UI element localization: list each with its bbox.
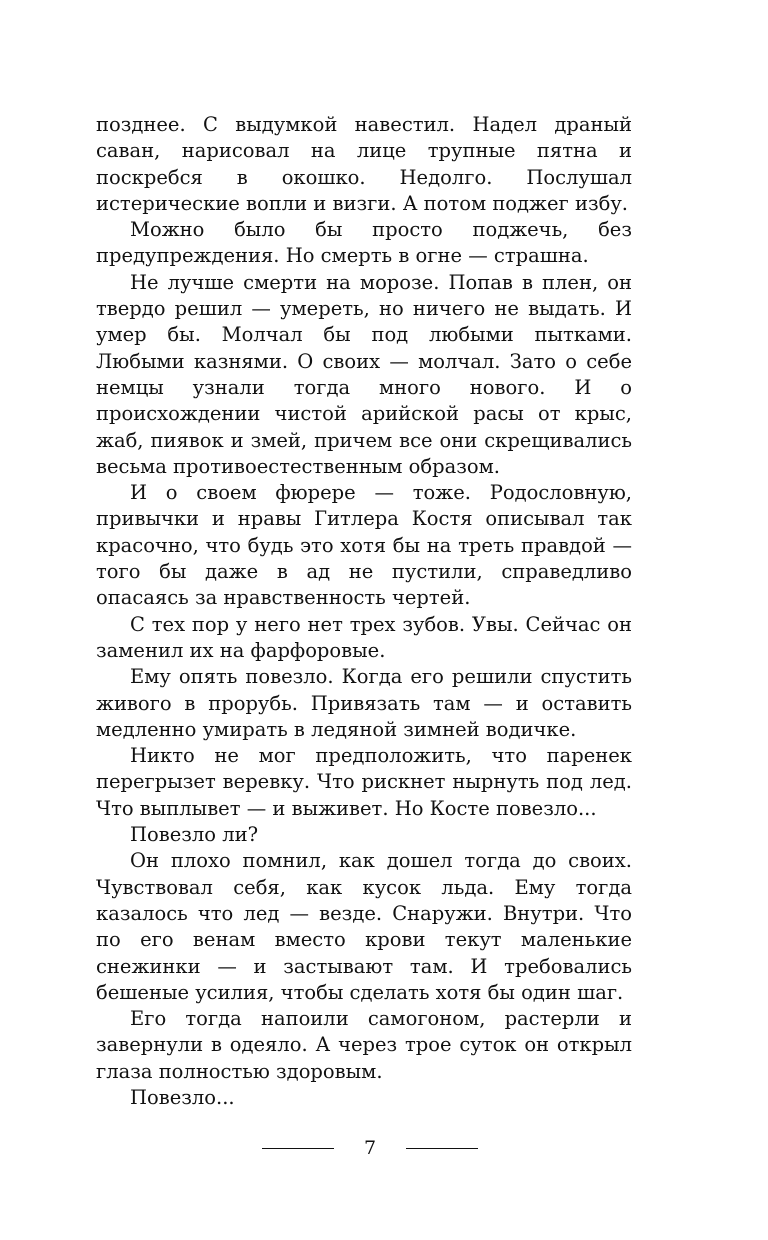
page-footer <box>262 1136 478 1160</box>
paragraph-5: С тех пор у него нет трех зубов. Увы. Сейчас он заменил их на фарфоровые. <box>96 612 632 662</box>
paragraph-2: Можно было бы просто поджечь, без предупреждения. Но смерть в огне — страшна. <box>96 218 632 268</box>
paragraph-7: Никто не мог предположить, что паренек перегрызет веревку. Что рискнет нырнуть под лед. Что выплывет — и выживет. Но Косте повезло... <box>96 744 632 820</box>
page-number: 7 <box>363 1137 377 1159</box>
paragraph-1: позднее. С выдумкой навестил. Надел драный саван, нарисовал на лице трупные пятна и поскребся в окошко. Недолго. Послушал истерические вопли и визги. А потом поджег избу. <box>96 113 632 215</box>
paragraph-4: И о своем фюрере — тоже. Родословную, привычки и нравы Гитлера Костя описывал так красочно, что будь это хотя бы на треть правдой — того бы даже в ад не пустили, справедливо опасаясь за нравственность чертей. <box>96 481 632 610</box>
footer-rule-right <box>406 1148 478 1149</box>
paragraph-9: Он плохо помнил, как дошел тогда до своих. Чувствовал себя, как кусок льда. Ему тогда казалось что лед — везде. Снаружи. Внутри. Что по его венам вместо крови текут маленькие снежинки — и застывают там. И требовались бешеные усилия, чтобы сделать хотя бы один шаг. <box>96 849 632 1004</box>
paragraph-8: Повезло ли? <box>130 823 259 847</box>
paragraph-6: Ему опять повезло. Когда его решили спустить живого в прорубь. Привязать там — и оставить медленно умирать в ледяной зимней водичке. <box>96 665 632 741</box>
body-text <box>96 112 632 1111</box>
footer-rule-left <box>262 1148 334 1149</box>
paragraph-10: Его тогда напоили самогоном, растерли и завернули в одеяло. А через трое суток он открыл глаза полностью здоровым. <box>96 1007 632 1083</box>
paragraph-3: Не лучше смерти на морозе. Попав в плен, он твердо решил — умереть, но ничего не выдать. И умер бы. Молчал бы под любыми пытками. Любыми казнями. О своих — молчал. Зато о себе немцы узнали тогда много нового. И о происхождении чистой арийской расы от крыс, жаб, пиявок и змей, причем все они скрещивались весьма противоестественным образом. <box>96 270 632 478</box>
paragraph-11: Повезло... <box>130 1085 235 1109</box>
